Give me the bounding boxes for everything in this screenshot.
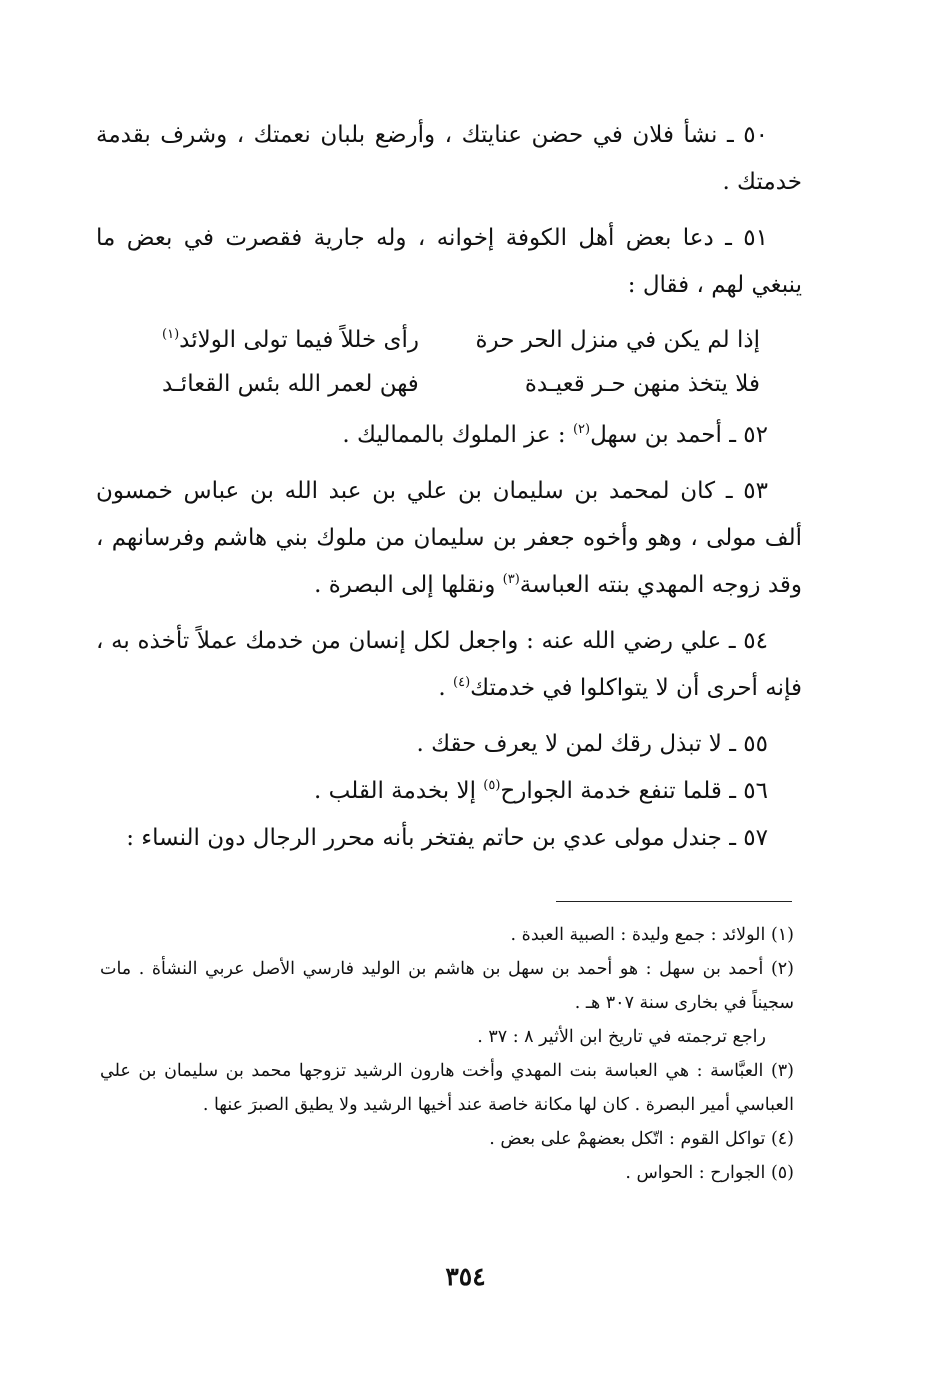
footnote-marker: (٥) [483,778,501,793]
paragraph-number: ٥٦ ـ [729,778,768,804]
paragraph-text-end: : عز الملوك بالمماليك . [342,422,573,448]
verse-first-hemistich: فلا يتخذ منهن حـر قعيـدة [524,371,760,397]
footnote-text: الولائد : جمع وليدة : الصبية العبدة . [510,925,766,945]
footnote-number: (٤) [770,1129,794,1149]
footnote-2-reference [100,1020,794,1054]
footnotes [100,918,794,1190]
poem [96,318,802,406]
footnote-text: العبَّاسة : هي العباسة بنت المهدي وأخت هارون الرشيد تزوجها محمد بن سليمان بن علي العباسي أمير البصرة . كان لها مكانة خاصة عند أخيها الرشيد ولا يطيق الصبرَ عنها . [100,1061,794,1115]
paragraph-number: ٥٢ ـ [729,422,768,448]
paragraph-53 [96,468,802,609]
paragraph-54 [96,618,802,712]
footnote-2 [100,952,794,1020]
page-number: ٣٥٤ [445,1262,486,1291]
footnote-number: (٥) [770,1163,794,1183]
paragraph-number: ٥٣ ـ [725,478,769,504]
footnote-1 [100,918,794,952]
paragraph-text: نشأ فلان في حضن عنايتك ، وأرضع بلبان نعمتك ، وشرف بقدمة خدمتك . [96,122,802,195]
paragraph-number: ٥١ ـ [725,225,768,251]
footnote-3 [100,1054,794,1122]
main-text [96,112,802,871]
footnote-marker: (١) [162,327,180,342]
paragraph-text: جندل مولى عدي بن حاتم يفتخر بأنه محرر الرجال دون النساء : [126,825,722,851]
paragraph-text: دعا بعض أهل الكوفة إخوانه ، وله جارية فقصرت في بعض ما ينبغي لهم ، فقال : [96,225,802,298]
paragraph-number: ٥٧ ـ [729,825,768,851]
hemistich-text: رأى خللاً فيما تولى الولائد [179,327,420,353]
paragraph-number: ٥٥ ـ [729,731,768,757]
paragraph-55 [96,721,802,768]
footnote-marker: (٣) [502,572,520,587]
footnote-text: تواكل القوم : اتّكل بعضهمْ على بعض . [489,1129,766,1149]
verse-second-hemistich [162,318,419,362]
paragraph-text-end: ونقلها إلى البصرة . [314,572,503,598]
footnote-number: (٢) [770,959,794,979]
footnote-text: أحمد بن سهل : هو أحمد بن سهل بن هاشم بن الوليد فارسي الأصل عربي النشأة . مات سجيناً في بخارى سنة ٣٠٧ هـ . [100,959,794,1013]
paragraph-50 [96,112,802,206]
footnote-marker: (٢) [572,422,591,437]
footnote-number: (١) [770,925,794,945]
paragraph-text: لا تبذل رقك لمن لا يعرف حقك . [416,731,722,757]
paragraph-text: علي رضي الله عنه : واجعل لكل إنسان من خدمك عملاً تأخذه به ، فإنه أحرى أن لا يتواكلوا في خدمتك [96,628,802,701]
paragraph-56 [96,768,802,815]
poem-verse-2 [162,362,760,406]
paragraph-text-end: . [438,675,453,701]
paragraph-text: كان لمحمد بن سليمان بن علي بن عبد الله بن عباس خمسون ألف مولى ، وهو وأخوه جعفر بن سليمان من ملوك بني هاشم وفرسانهم ، وقد زوجه المهدي بنته العباسة [96,478,802,598]
footnote-5 [100,1156,794,1190]
poem-verse-1 [162,318,760,362]
footnote-marker: (٤) [453,675,471,690]
paragraph-text: قلما تنفع خدمة الجوارح [500,778,722,804]
paragraph-number: ٥٠ ـ [727,122,768,148]
paragraph-51 [96,215,802,309]
footnote-text: الجوارح : الحواس . [625,1163,766,1183]
paragraph-57 [96,815,802,862]
verse-first-hemistich: إذا لم يكن في منزل الحر حرة [475,327,760,353]
paragraph-number: ٥٤ ـ [728,628,769,654]
verse-second-hemistich: فهن لعمر الله بئس القعائـد [162,371,419,397]
footnote-text: راجع ترجمته في تاريخ ابن الأثير ٨ : ٣٧ . [477,1027,766,1047]
paragraph-text-end: إلا بخدمة القلب . [314,778,484,804]
paragraph-52 [96,412,802,459]
footnote-number: (٣) [770,1061,794,1081]
footnote-separator [556,901,792,902]
paragraph-text: أحمد بن سهل [590,422,722,448]
footnote-4 [100,1122,794,1156]
